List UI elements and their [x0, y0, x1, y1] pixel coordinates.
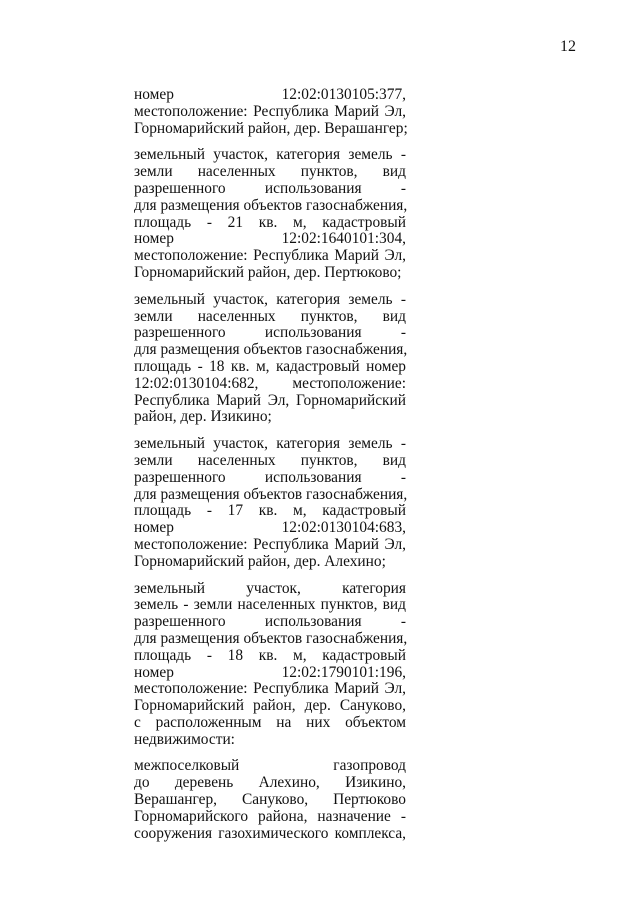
text-line: номер 12:02:0130104:683, — [134, 519, 406, 537]
text-line: сооружения газохимического комплекса, — [134, 824, 406, 842]
text-line: Республика Марий Эл, Горномарийский — [134, 391, 406, 409]
text-line: для размещения объектов газоснабжения, — [134, 341, 408, 359]
text-line: для размещения объектов газоснабжения, — [134, 629, 408, 647]
text-line: Горномарийский район, дер. Пертюково; — [134, 263, 402, 281]
text-line: недвижимости: — [134, 730, 235, 748]
text-line: номер 12:02:0130105:377, — [134, 86, 406, 103]
text-line: площадь - 21 кв. м, кадастровый — [134, 213, 406, 231]
text-line: для размещения объектов газоснабжения, — [134, 485, 408, 503]
text-line: земли населенных пунктов, вид — [134, 451, 406, 469]
text-line: местоположение: Республика Марий Эл, — [134, 680, 406, 698]
paragraph-1 — [134, 87, 406, 137]
text-line: номер 12:02:1790101:196, — [134, 663, 406, 681]
text-line: местоположение: Республика Марий Эл, — [134, 535, 406, 553]
text-line: для размещения объектов газоснабжения, — [134, 196, 408, 214]
text-line: площадь - 18 кв. м, кадастровый номер — [134, 357, 406, 375]
paragraph-5 — [134, 581, 406, 749]
text-line: номер 12:02:1640101:304, — [134, 230, 406, 248]
paragraph-2 — [134, 147, 406, 281]
paragraph-6 — [134, 758, 406, 842]
text-line: Горномарийский район, дер. Алехино; — [134, 552, 386, 570]
text-line: местоположение: Республика Марий Эл, — [134, 247, 406, 265]
text-line: район, дер. Изикино; — [134, 408, 272, 426]
text-line: разрешенного использования - — [134, 179, 406, 197]
document-body — [134, 87, 406, 852]
text-line: земельный участок, категория земель - — [134, 146, 406, 164]
text-line: земельный участок, категория — [134, 579, 406, 597]
text-line: площадь - 18 кв. м, кадастровый — [134, 646, 406, 664]
text-line: земли населенных пунктов, вид — [134, 163, 406, 181]
text-line: земельный участок, категория земель - — [134, 290, 406, 308]
paragraph-3 — [134, 292, 406, 426]
page-number: 12 — [560, 38, 576, 55]
text-line: местоположение: Республика Марий Эл, — [134, 102, 406, 120]
text-line: межпоселковый газопровод — [134, 757, 406, 775]
text-line: разрешенного использования - — [134, 468, 406, 486]
text-line: площадь - 17 кв. м, кадастровый — [134, 502, 406, 520]
text-line: разрешенного использования - — [134, 324, 406, 342]
text-line: земли населенных пунктов, вид — [134, 307, 406, 325]
text-line: земель - земли населенных пунктов, вид — [134, 596, 406, 614]
text-line: Горномарийский район, дер. Верашангер; — [134, 119, 408, 137]
text-line: Горномарийского района, назначение - — [134, 807, 406, 825]
text-line: Верашангер, Сануково, Пертюково — [134, 791, 406, 809]
text-line: до деревень Алехино, Изикино, — [134, 774, 406, 792]
text-line: разрешенного использования - — [134, 613, 406, 631]
text-line: земельный участок, категория земель - — [134, 435, 406, 453]
text-line: 12:02:0130104:682, местоположение: — [134, 374, 406, 392]
text-line: с расположенным на них объектом — [134, 713, 406, 731]
text-line: Горномарийский район, дер. Сануково, — [134, 697, 406, 715]
paragraph-4 — [134, 436, 406, 570]
